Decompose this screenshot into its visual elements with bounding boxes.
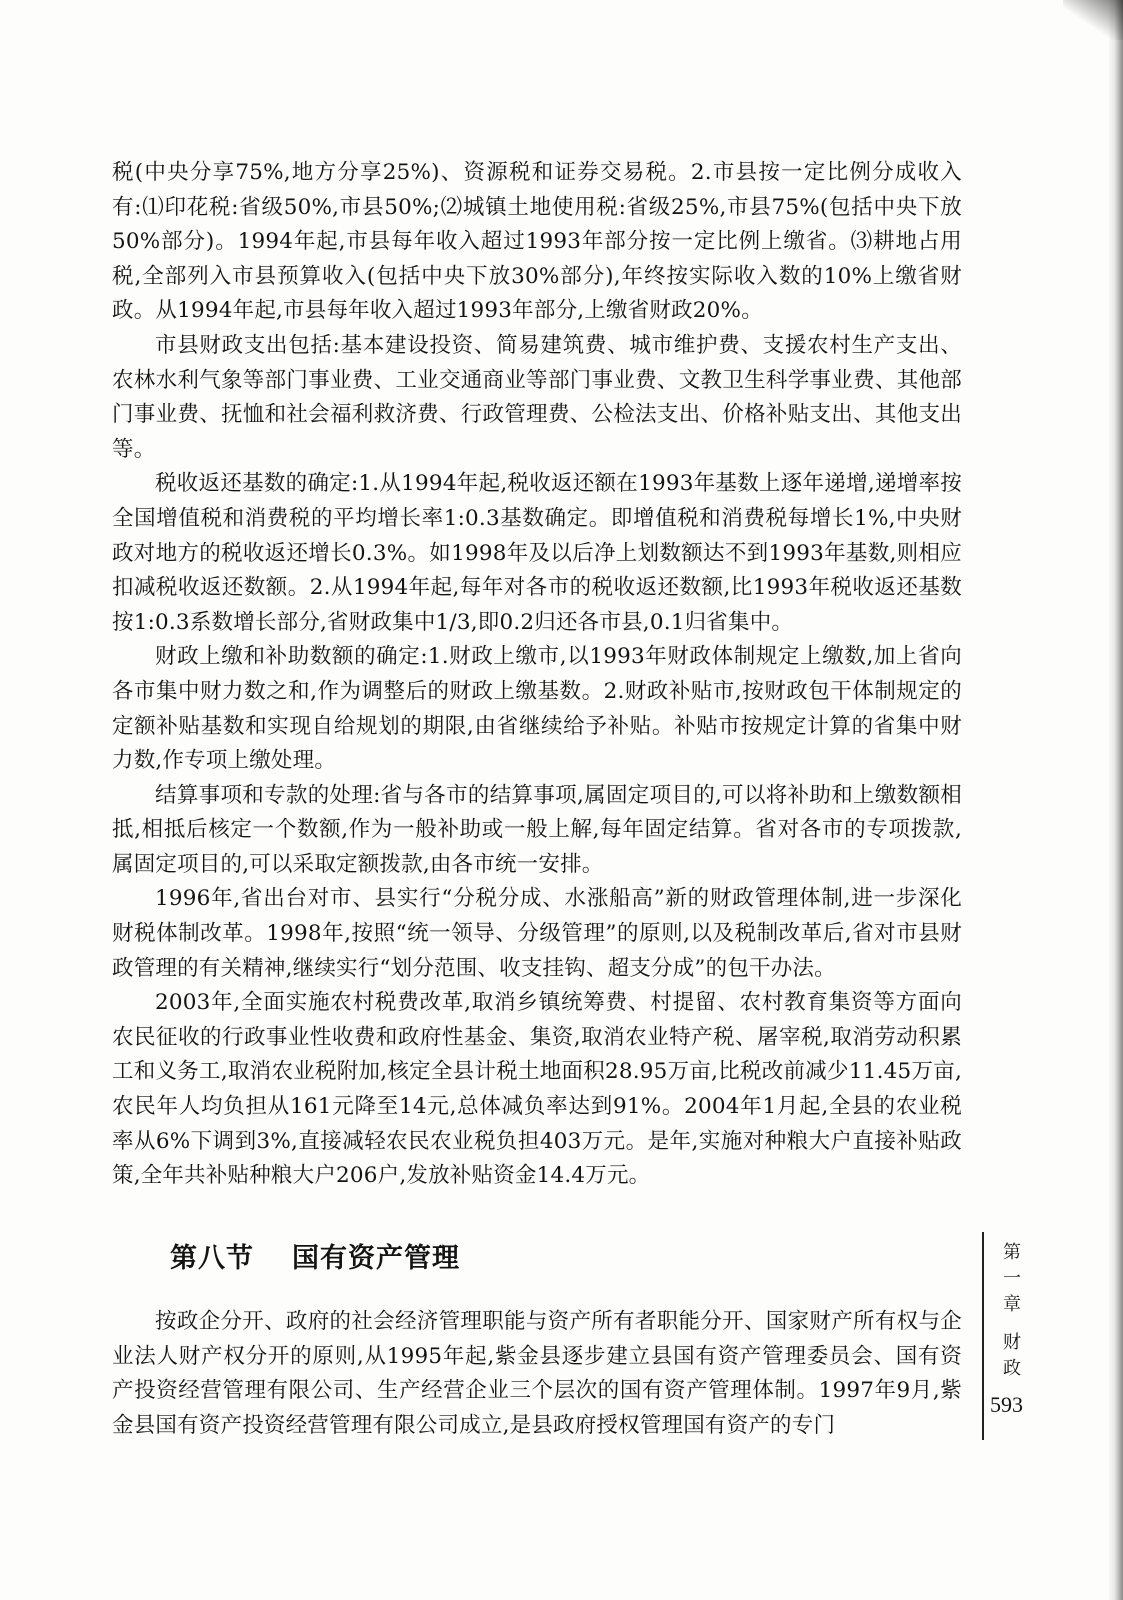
section-title: 国有资产管理 bbox=[292, 1243, 460, 1274]
topic-char: 政 bbox=[1003, 1358, 1021, 1379]
paragraph: 结算事项和专款的处理:省与各市的结算事项,属固定项目的,可以将补助和上缴数额相抵,相抵后核定一个数额,作为一般补助或一般上解,每年固定结算。省对各市的专项拨款,属固定项目的,可以采取定额拨款,由各市统一安排。 bbox=[112, 782, 962, 877]
paragraph: 税收返还基数的确定:1.从1994年起,税收返还额在1993年基数上逐年递增,递增率按全国增值税和消费税的平均增长率1:0.3基数确定。即增值税和消费税每增长1%,中央财政对地方的税收返还增长0.3%。如1998年及以后净上划数额达不到1993年基数,则相应扣减税收返还数额。2.从1994年起,每年对各市的税收返还数额,比1993年税收返还基数按1:0.3系数增长部分,省财政集中1/3,即0.2归还各市县,0.1归省集中。 bbox=[112, 471, 962, 635]
chapter-char: 第 bbox=[1003, 1242, 1021, 1263]
paragraph: 1996年,省出台对市、县实行“分税分成、水涨船高”新的财政管理体制,进一步深化财税体制改革。1998年,按照“统一领导、分级管理”的原则,以及税制改革后,省对市县财政管理的有关精神,继续实行“划分范围、收支挂钩、超支分成”的包干办法。 bbox=[112, 886, 962, 981]
paragraph: 财政上缴和补助数额的确定:1.财政上缴市,以1993年财政体制规定上缴数,加上省向各市集中财力数之和,作为调整后的财政上缴基数。2.财政补贴市,按财政包干体制规定的定额补贴基数和实现自给规划的期限,由省继续给予补贴。补贴市按规定计算的省集中财力数,作专项上缴处理。 bbox=[112, 644, 962, 774]
scan-shadow-edge bbox=[1109, 0, 1123, 1600]
chapter-char: 一 bbox=[1003, 1268, 1021, 1289]
scan-shadow-corner bbox=[1063, 0, 1123, 40]
section-heading bbox=[170, 1236, 460, 1275]
chapter-side-tab bbox=[992, 1240, 1032, 1382]
page-number: 593 bbox=[990, 1392, 1023, 1417]
paragraph: 2003年,全面实施农村税费改革,取消乡镇统筹费、村提留、农村教育集资等方面向农民征收的行政事业性收费和政府性基金、集资,取消农业特产税、屠宰税,取消劳动积累工和义务工,取消农业税附加,核定全县计税土地面积28.95万亩,比税改前减少11.45万亩,农民年人均负担从161元降至14元,总体减负率达到91%。2004年1月起,全县的农业税率从6%下调到3%,直接减轻农民农业税负担403万元。是年,实施对种粮大户直接补贴政策,全年共补贴种粮大户206户,发放补贴资金14.4万元。 bbox=[112, 990, 962, 1189]
topic-char: 财 bbox=[1003, 1332, 1021, 1353]
paragraph: 按政企分开、政府的社会经济管理职能与资产所有者职能分开、国家财产所有权与企业法人财产权分开的原则,从1995年起,紫金县逐步建立县国有资产管理委员会、国有资产投资经营管理有限公司、生产经营企业三个层次的国有资产管理体制。1997年9月,紫金县国有资产投资经营管理有限公司成立,是县政府授权管理国有资产的专门 bbox=[112, 1309, 962, 1438]
body-text-top bbox=[112, 156, 962, 1194]
paragraph: 市县财政支出包括:基本建设投资、简易建筑费、城市维护费、支援农村生产支出、农林水利气象等部门事业费、工业交通商业等部门事业费、文教卫生科学事业费、其他部门事业费、抚恤和社会福利救济费、行政管理费、公检法支出、价格补贴支出、其他支出等。 bbox=[112, 332, 962, 462]
chapter-char: 章 bbox=[1003, 1294, 1021, 1315]
body-text-bottom bbox=[112, 1305, 962, 1443]
section-number: 第八节 bbox=[170, 1243, 254, 1274]
paragraph: 税(中央分享75%,地方分享25%)、资源税和证券交易税。2.市县按一定比例分成收入有:⑴印花税:省级50%,市县50%;⑵城镇土地使用税:省级25%,市县75%(包括中央下放50%部分)。1994年起,市县每年收入超过1993年部分按一定比例上缴省。⑶耕地占用税,全部列入市县预算收入(包括中央下放30%部分),年终按实际收入数的10%上缴省财政。从1994年起,市县每年收入超过1993年部分,上缴省财政20%。 bbox=[112, 160, 962, 324]
margin-divider-line bbox=[982, 1232, 984, 1440]
